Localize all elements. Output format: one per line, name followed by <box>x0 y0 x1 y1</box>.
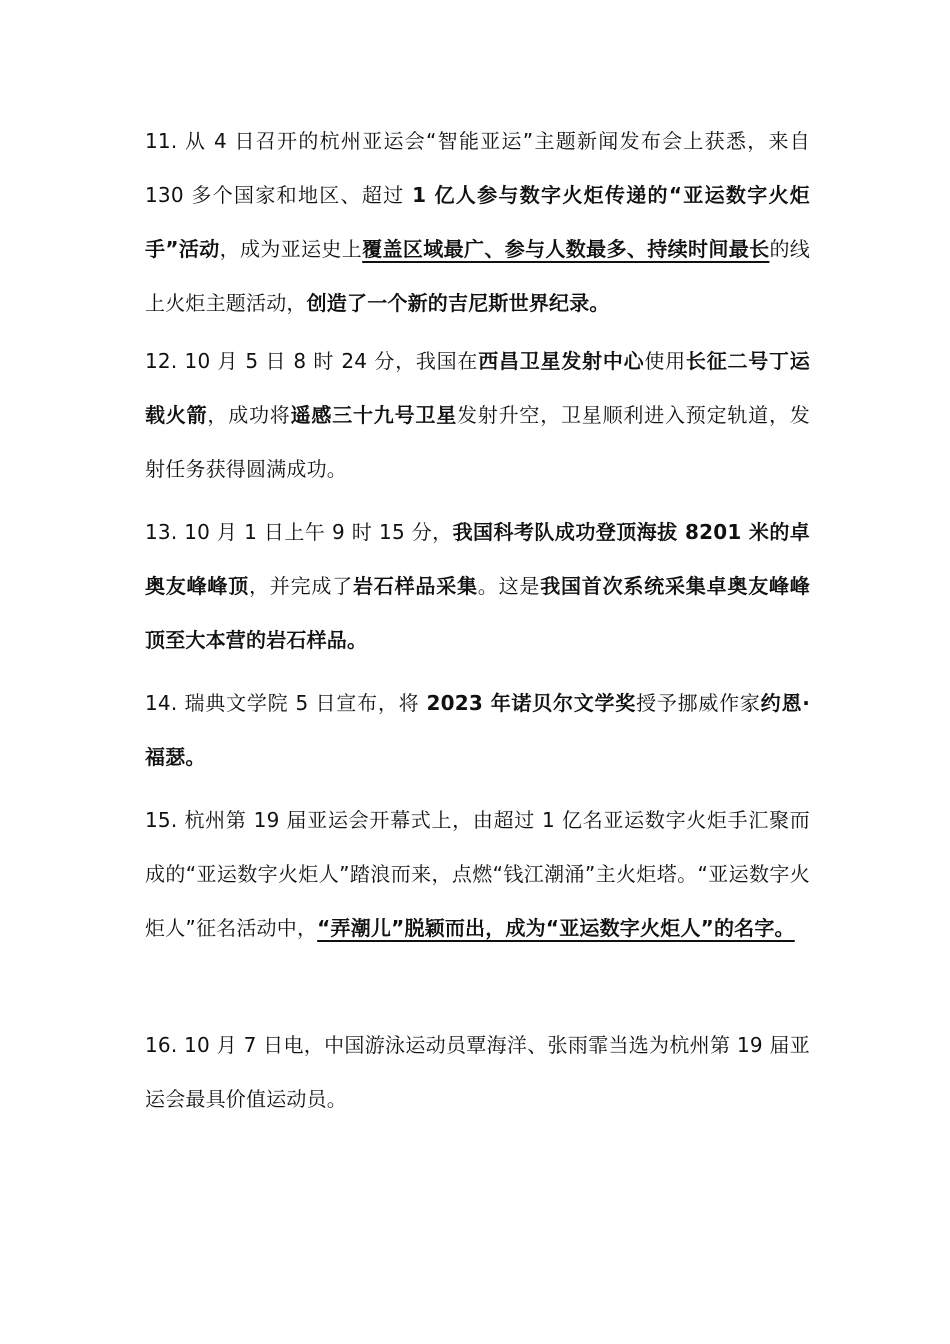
news-item-12 <box>145 334 810 496</box>
text-segment-bold: 1 亿人参与数字火炬传递的“亚运数字火炬手”活动 <box>145 183 810 261</box>
news-item-16 <box>145 1018 810 1126</box>
text-segment: 13. 10 月 1 日上午 9 时 15 分， <box>145 520 453 544</box>
text-segment: 15. 杭州第 19 届亚运会开幕式上，由超过 1 亿名亚运数字火炬手汇聚而成的“亚运数字火炬人”踏浪而来，点燃“钱江潮涌”主火炬塔。“亚运数字火炬人”征名活动中， <box>145 808 810 940</box>
text-segment: ，成为亚运史上 <box>219 237 363 261</box>
text-segment-bold-underline: “弄潮儿”脱颖而出，成为“亚运数字火炬人”的名字。 <box>317 916 795 940</box>
text-segment-bold: 遥感三十九号卫星 <box>290 403 457 427</box>
text-segment: 12. 10 月 5 日 8 时 24 分，我国在 <box>145 349 479 373</box>
text-segment: 11. 从 4 日召开的杭州亚运会“智能亚运”主题新闻发布会上获悉，来自 130 多个国家和地区、超过 <box>145 129 810 207</box>
text-segment: 16. 10 月 7 日电，中国游泳运动员覃海洋、张雨霏当选为杭州第 19 届亚运会最具价值运动员。 <box>145 1033 810 1111</box>
text-segment: 授予挪威作家 <box>636 691 761 715</box>
text-segment: 。这是 <box>477 574 541 598</box>
news-item-15 <box>145 793 810 955</box>
text-segment-bold: 约恩·福瑟。 <box>145 691 811 769</box>
text-segment: 的线上火炬主题活动， <box>145 237 811 315</box>
text-segment: 发射升空，卫星顺利进入预定轨道，发射任务获得圆满成功。 <box>145 403 810 481</box>
text-segment-bold: 2023 年诺贝尔文学奖 <box>426 691 637 715</box>
text-segment: ，成功将 <box>207 403 291 427</box>
news-item-13 <box>145 505 810 667</box>
text-segment: ，并完成了 <box>249 574 353 598</box>
text-segment: 使用 <box>644 349 686 373</box>
text-segment: 14. 瑞典文学院 5 日宣布，将 <box>145 691 427 715</box>
text-segment-bold: 长征二号丁运载火箭 <box>145 349 810 427</box>
news-item-14 <box>145 676 810 784</box>
text-segment-bold: 创造了一个新的吉尼斯世界纪录。 <box>306 291 610 315</box>
text-segment-bold: 西昌卫星发射中心 <box>478 349 645 373</box>
text-segment-bold: 岩石样品采集 <box>353 574 478 598</box>
text-segment-bold-underline: 覆盖区域最广、参与人数最多、持续时间最长 <box>362 237 770 261</box>
text-segment-bold: 我国科考队成功登顶海拔 8201 米的卓奥友峰峰顶 <box>145 520 810 598</box>
news-item-11 <box>145 114 810 330</box>
text-segment-bold: 我国首次系统采集卓奥友峰峰顶至大本营的岩石样品。 <box>145 574 810 652</box>
